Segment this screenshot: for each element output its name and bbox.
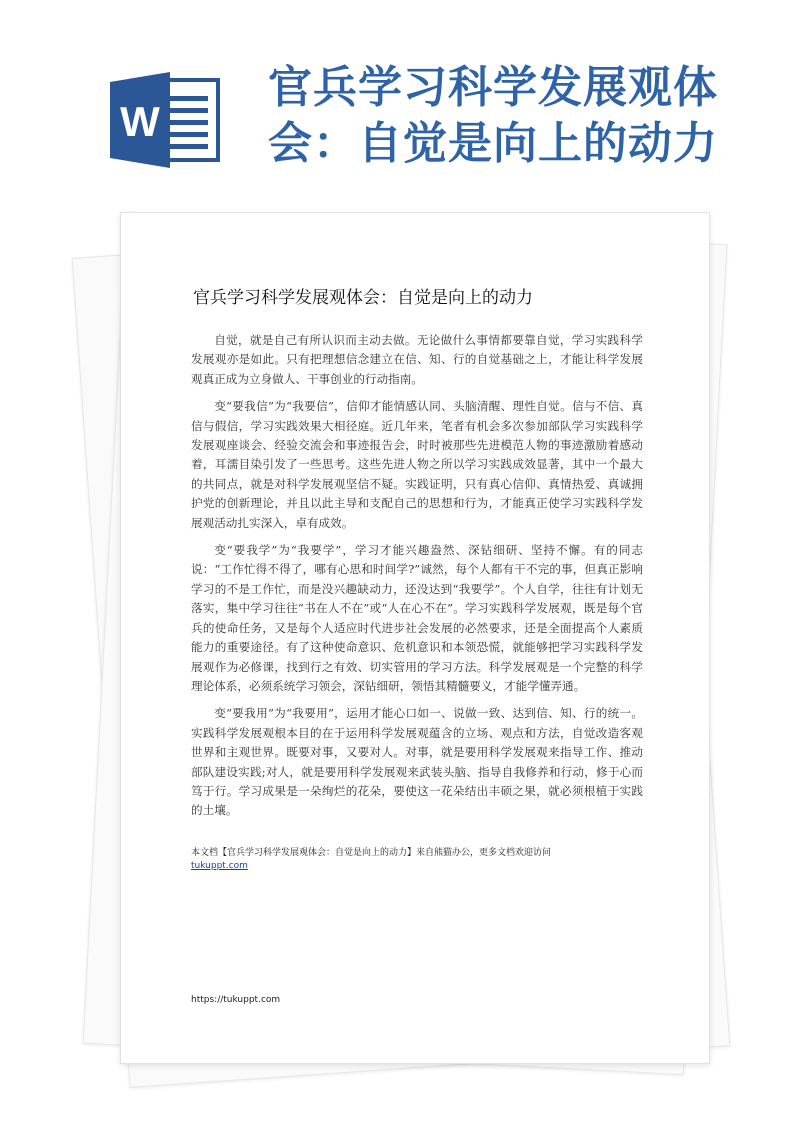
paragraph: 变“要我用”为“我要用”，运用才能心口如一、说做一致、达到信、知、行的统一。实践科学发展观根本目的在于运用科学发展观蕴含的立场、观点和方法，自觉改造客观世界和主观世界。既要对事，又要对人。对事，就是要用科学发展观来指导工作、推动部队建设实践;对人，就是要用科学发展观来武装头脑、指导自我修养和行动，修于心而笃于行。学习成果是一朵绚烂的花朵，要使这一花朵结出丰硕之果，就必须根植于实践的土壤。 [191, 706, 643, 818]
document-page [120, 212, 710, 1064]
footer-url[interactable]: https://tukuppt.com [191, 995, 281, 1005]
paragraph: 变“要我学”为“我要学”，学习才能兴趣盎然、深钻细研、坚持不懈。有的同志说：“工作忙得不得了，哪有心思和时间学?”诚然，每个人都有干不完的事，但真正影响学习的不是工作忙，而是没兴趣缺动力，还没达到“我要学”。个人自学，往往有计划无落实，集中学习往往“书在人不在”或“人在心不在”。学习实践科学发展观，既是每个官兵的使命任务，又是每个人适应时代进步社会发展的必然要求，还是全面提高个人素质能力的重要途径。有了这种使命意识、危机意识和本领恐慌，就能够把学习实践科学发展观作为必修课，找到行之有效、切实管用的学习方法。科学发展观是一个完整的科学理论体系，必须系统学习领会，深钻细研，领悟其精髓要义，才能学懂弄通。 [191, 543, 643, 693]
paragraph: 自觉，就是自己有所认识而主动去做。无论做什么事情都要靠自觉，学习实践科学发展观亦是如此。只有把理想信念建立在信、知、行的自觉基础之上，才能让科学发展观真正成为立身做人、干事创业的行动指南。 [191, 333, 643, 386]
header-title: 官兵学习科学发展观体会：自觉是向上的动力 [268, 62, 718, 169]
document-title: 官兵学习科学发展观体会：自觉是向上的动力 [193, 288, 533, 308]
word-logo-letter: W [120, 98, 160, 145]
source-link[interactable]: tukuppt.com [191, 861, 248, 871]
paragraph: 变“要我信”为“我要信”，信仰才能情感认同、头脑清醒、理性自觉。信与不信、真信与假信，学习实践效果大相径庭。近几年来，笔者有机会多次参加部队学习实践科学发展观座谈会、经验交流会和事迹报告会，时时被那些先进模范人物的事迹激励着感动着，耳濡目染引发了一些思考。这些先进人物之所以学习实践成效显著，其中一个最大的共同点，就是对科学发展观坚信不疑。实践证明，只有真心信仰、真情热爱、真诚拥护党的创新理论，并且以此主导和支配自己的思想和行为，才能真正使学习实践科学发展观活动扎实深入，卓有成效。 [191, 399, 643, 530]
source-note [191, 847, 643, 873]
header [0, 0, 800, 200]
source-note-text: 本文档【官兵学习科学发展观体会：自觉是向上的动力】来自熊猫办公，更多文档欢迎访问 [191, 848, 552, 858]
word-document-icon [110, 72, 224, 168]
document-body [191, 331, 643, 829]
